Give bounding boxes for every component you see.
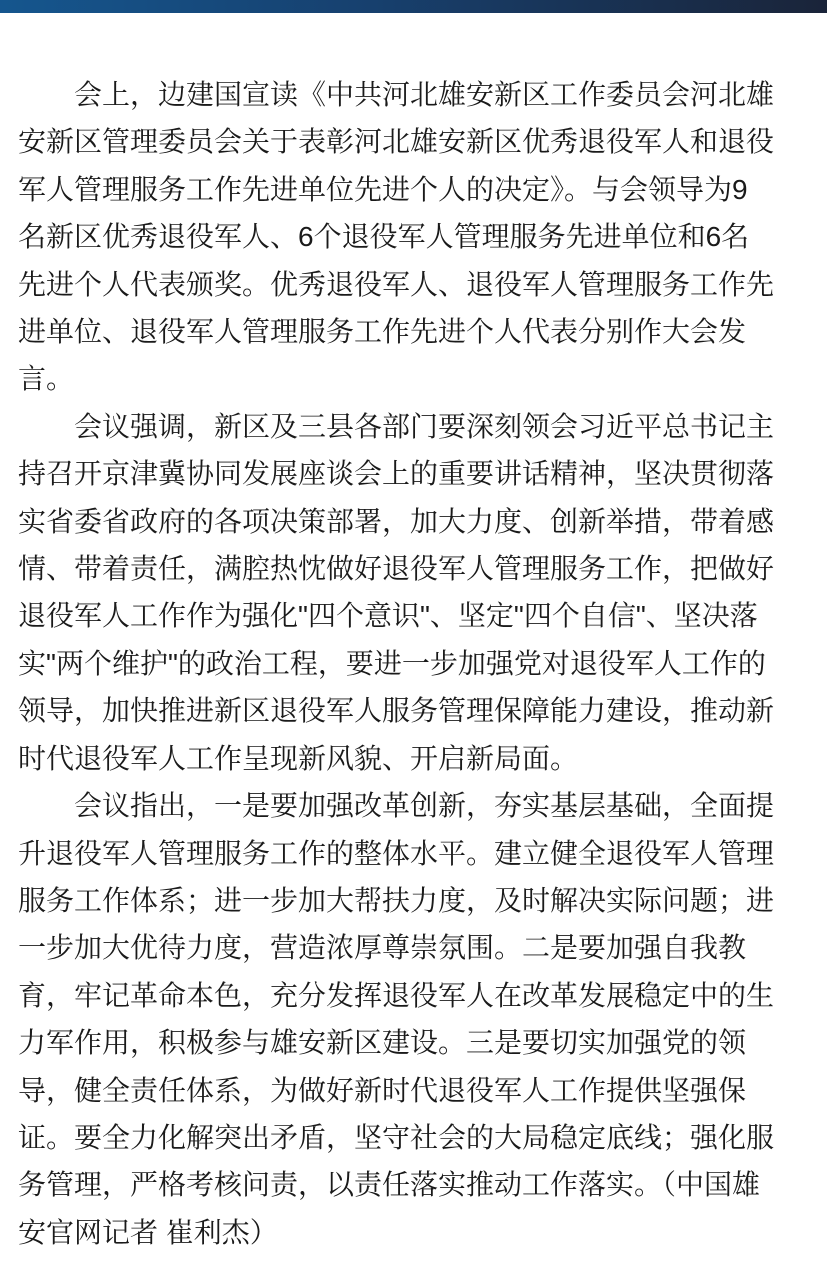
paragraph-meeting-points: 会议指出，一是要加强改革创新，夯实基层基础，全面提升退役军人管理服务工作的整体水平。建立健全退役军人管理服务工作体系；进一步加大帮扶力度，及时解决实际问题；进一步加大优待力度，营造浓厚尊崇氛围。二是要加强自我教育，牢记革命本色，充分发挥退役军人在改革发展稳定中的生力军作用，积极参与雄安新区建设。三是要切实加强党的领导，健全责任体系，为做好新时代退役军人工作提供坚强保证。要全力化解突出矛盾，坚守社会的大局稳定底线；强化服务管理，严格考核问责，以责任落实推动工作落实。（中国雄安官网记者 崔利杰） bbox=[18, 790, 775, 1248]
paragraph-award-announcement: 会上，边建国宣读《中共河北雄安新区工作委员会河北雄安新区管理委员会关于表彰河北雄安新区优秀退役军人和退役军人管理服务工作先进单位先进个人的决定》。与会领导为9名新区优秀退役军人、6个退役军人管理服务先进单位和6名先进个人代表颁奖。优秀退役军人、退役军人管理服务工作先进单位、退役军人管理服务工作先进个人代表分别作大会发言。 bbox=[18, 79, 775, 395]
article-body bbox=[0, 13, 827, 1256]
top-accent-bar bbox=[0, 0, 827, 13]
paragraph-meeting-emphasis: 会议强调，新区及三县各部门要深刻领会习近平总书记主持召开京津冀协同发展座谈会上的重要讲话精神，坚决贯彻落实省委省政府的各项决策部署，加大力度、创新举措，带着感情、带着责任，满腔热忱做好退役军人管理服务工作，把做好退役军人工作作为强化"四个意识"、坚定"四个自信"、坚决落实"两个维护"的政治工程，要进一步加强党对退役军人工作的领导，加快推进新区退役军人服务管理保障能力建设，推动新时代退役军人工作呈现新风貌、开启新局面。 bbox=[18, 410, 775, 774]
